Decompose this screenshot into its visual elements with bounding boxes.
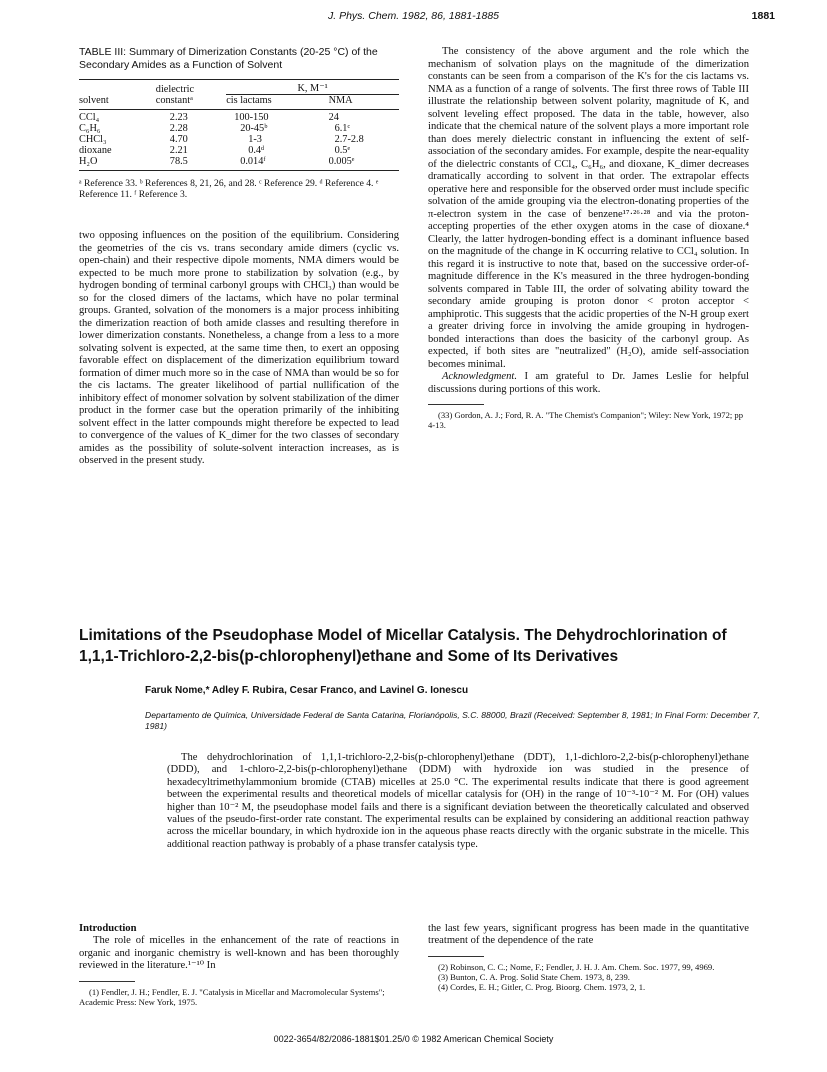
author-affiliation: Departamento de Química, Universidade Federal de Santa Catarina, Florianópolis, S.C. 88000, Brazil (Received: September 8, 1981; In Final Form: December 7, 1981)	[145, 710, 760, 731]
footnote-rule	[428, 404, 484, 405]
reference-3: (3) Bunton, C. A. Prog. Solid State Chem. 1973, 8, 239.	[438, 971, 630, 982]
intro-right-column	[428, 923, 749, 992]
table-row: C₆H₆ 2.28 20-45ᵇ 6.1ᶜ	[79, 123, 351, 134]
left-body-text: two opposing influences on the position of the equilibrium. Considering the geometries of the cis vs. trans secondary amide dimers (cyclic vs. open-chain) and their respective dipole moments, NMA dimers would be expected to be much more prone to stabilization by solvation (e.g., by hydrogen bonding of terminal carbonyl groups with CHCl₃) than would be so for the closed dimers of the lactams, which have no polar terminal groups. Granted, solvation of the monomers is a major process inhibiting the dimerization reaction of both amide classes and resulting therefore in lower dimerization constants. Nonetheless, a change from a less to a more solvating solvent is expected, at the same time then, to exert an opposing favorable effect on displacement of the dimerization equilibrium toward formation of dimer much more so in the case of NMA than would be so for the cis lactams. The greater likelihood of partial nullification of the inhibitory effect of monomer solvation by solvent stabilization of the dimer product in the former case but the operation primarily of the inhibiting solvent effect in the latter compounds might therefore be expected to lead to convergence of the values of K_dimer for the two classes of secondary amides as the possibility of solute-solvent interaction increases, as is observed in the present study.	[79, 230, 399, 466]
table-footnotes: ᵃ Reference 33. ᵇ References 8, 21, 26, and 28. ᶜ Reference 29. ᵈ Reference 4. ᵉ Reference 11. ᶠ Reference 3.	[79, 178, 379, 200]
table-caption-label: TABLE III:	[79, 46, 127, 58]
intro-left-column	[79, 923, 399, 1007]
copyright-footer: 0022-3654/82/2086-1881$01.25/0 © 1982 American Chemical Society	[273, 1034, 554, 1044]
head-cis-lactams: cis lactams	[226, 95, 328, 110]
left-column	[79, 46, 399, 468]
head-dielectric-1: dielectric	[155, 83, 195, 95]
table-row: dioxane 2.21 0.4ᵈ 0.5ᵉ	[79, 145, 351, 156]
article-title: Limitations of the Pseudophase Model of Micellar Catalysis. The Dehydrochlorination of 1,1,1-Trichloro-2,2-bis(p-chlorophenyl)ethane and Some of Its Derivatives	[79, 627, 727, 665]
head-nma: NMA	[329, 95, 399, 110]
table-caption-text: Summary of Dimerization Constants (20-25 °C) of the Secondary Amides as a Function of Solvent	[79, 46, 378, 71]
running-head	[0, 10, 827, 26]
acknowledgment-text: I am grateful to Dr. James Leslie for helpful discussions during portions of this work.	[428, 371, 750, 395]
dimerization-table	[79, 79, 399, 171]
right-body-text: The consistency of the above argument and the role which the mechanism of solvation plays on the magnitude of the dimerization constants can be seen from a comparison of the K's for the cis lactams vs. NMA as a function of a range of solvents. The first three rows of Table III illustrate the relationship between solvent polarity, magnitude of K, and solvent leveling effect proposed. The data in the table, however, also indicate that the chemical nature of the solvent plays a more important role than does merely dielectric constant in influencing the extent of self-association of the secondary amides. For example, despite the near-equality of the dielectric constants of CCl₄, C₆H₆, and dioxane, K_dimer decreases dramatically according to solvent in that order. The extrapolar effects operative here and responsible for the observed order must include specific solvation of the amide grouping via the electron-donating properties of the π-electron system in the case of benzene¹⁷·²⁶·²⁸ and via the proton-accepting properties of the ether oxygen atoms in the case of dioxane.⁴ Clearly, the latter hydrogen-bonding effect is a dominant influence based on the magnitude of the change in K occurring relative to CCl₄ solution. In this regard it is instructive to note that, based on the successive order-of-magnitude difference in the K's measured in the three hydrogen-bonding solvents compared in Table III, the order of solvating ability toward the secondary amide grouping is proton donor < proton acceptor < amphiprotic. This suggests that the acidic properties of the N-H group exert a greater driving force in involving the amide grouping in hydrogen-bonded interactions than does the basicity of the carbonyl group. As expected, if both sites are "neutralized" (H₂O), amide self-association becomes minimal.	[428, 46, 749, 370]
table-row: CCl₄ 2.23 100-150 24	[79, 112, 339, 123]
reference-1: (1) Fendler, J. H.; Fendler, E. J. "Catalysis in Micellar and Macromolecular Systems"; Academic Press: New York, 1975.	[79, 986, 385, 1007]
abstract: The dehydrochlorination of 1,1,1-trichloro-2,2-bis(p-chlorophenyl)ethane (DDT), 1,1-dichloro-2,2-bis(p-chlorophenyl)ethane (DDD), and 1-chloro-2,2-bis(p-chlorophenyl)ethane (DDM) with hydroxide ion was studied in the presence of hexadecyltrimethylammonium bromide (CTAB) micelles at 25.0 °C. The experimental results indicate that there is good agreement between the experimental results and theoretical models of micellar catalysis for (OH) in the range of 10⁻³-10⁻² M. For (OH) values higher than 10⁻² M, the pseudophase model fails and there is a significant deviation between the theoretically calculated and observed values of the pseudo-first-order rate constant. The experimental results can be explained by considering an additional reaction pathway across the micellar boundary, in which hydroxide ion in the aqueous phase reacts directly with the organic substrate in the micelle. This additional reaction pathway is probably of a phase transfer catalysis type.	[167, 752, 749, 850]
acknowledgment	[428, 371, 749, 396]
acknowledgment-label: Acknowledgment.	[442, 371, 518, 382]
footnote-rule	[428, 956, 484, 957]
head-dielectric-2: constantᵃ	[155, 95, 193, 106]
reference-4: (4) Cordes, E. H.; Gitler, C. Prog. Bioorg. Chem. 1973, 2, 1.	[438, 981, 646, 992]
page-number: 1881	[751, 10, 775, 22]
journal-citation: J. Phys. Chem. 1982, 86, 1881-1885	[327, 10, 500, 22]
intro-text-left: The role of micelles in the enhancement of the rate of reactions in organic and inorganic chemistry is well-known and has been thoroughly reviewed in the literature.¹⁻¹⁰ In	[79, 935, 399, 972]
head-k: K, M⁻¹	[297, 83, 328, 94]
section-heading-introduction: Introduction	[79, 923, 137, 934]
intro-text-right: the last few years, significant progress has been made in the quantitative treatment of the dependence of the rate	[428, 923, 749, 947]
head-solvent: solvent	[79, 95, 109, 106]
reference-2: (2) Robinson, C. C.; Nome, F.; Fendler, J. H. J. Am. Chem. Soc. 1977, 99, 4969.	[438, 961, 715, 972]
reference-33: (33) Gordon, A. J.; Ford, R. A. "The Chemist's Companion"; Wiley: New York, 1972; pp 4-13.	[428, 410, 744, 430]
footnote-rule	[79, 981, 135, 982]
author-list: Faruk Nome,* Adley F. Rubira, Cesar Franco, and Lavinel G. Ionescu	[145, 685, 469, 696]
table-caption	[79, 46, 399, 71]
right-column	[428, 46, 749, 430]
table-row: CHCl₃ 4.70 1-3 2.7-2.8	[79, 134, 364, 145]
table-row: H₂O 78.5 0.014ᶠ 0.005ᵉ	[79, 156, 399, 171]
